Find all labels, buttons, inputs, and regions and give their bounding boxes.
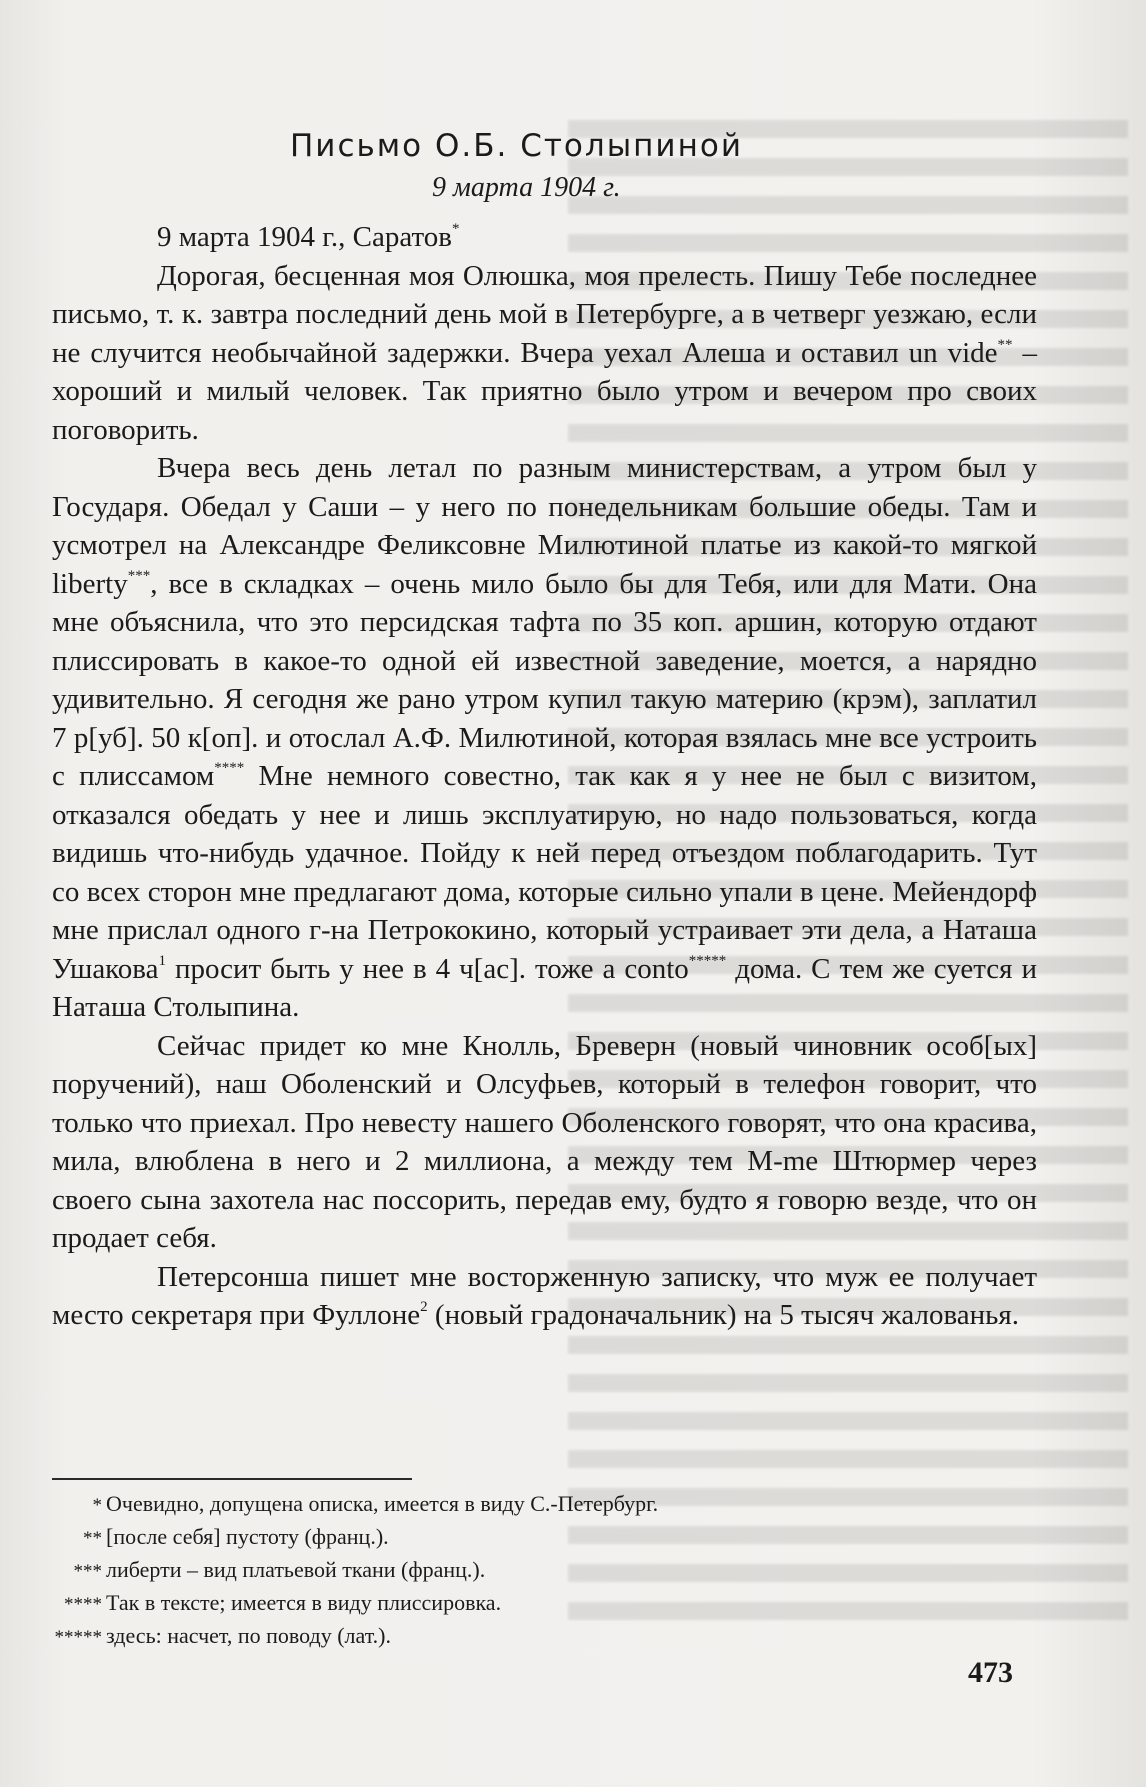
footnote-ref: *** — [127, 567, 151, 584]
footnote-mark: ** — [83, 1528, 102, 1549]
footnote-divider — [52, 1478, 412, 1480]
paragraph-text: просит быть у нее в 4 ч[ас]. тоже а conto — [165, 952, 689, 985]
footnote-item — [52, 1488, 852, 1521]
footnote-text: здесь: насчет, по поводу (лат.). — [106, 1623, 391, 1648]
footnote-ref: * — [451, 221, 460, 238]
footnote-mark: **** — [64, 1594, 102, 1615]
paragraph-text: дома. С тем же суется и Наташа Столыпина. — [52, 952, 1037, 1023]
page-number: 473 — [968, 1656, 1013, 1689]
letter-date-subtitle: 9 марта 1904 г. — [432, 172, 621, 203]
paragraph-text: Мне немного совестно, так как я у нее не был с визитом, отказался обедать у нее и лишь эксплуатирую, но надо пользоваться, когда видишь что-нибудь удачное. Пойду к ней перед отъездом поблагодарить. Тут со всех сторон мне предлагают дома, которые сильно упали в цене. Мейендорф мне прислал одного г-на Петрококино, который устраивает эти дела, а Наташа Ушакова — [52, 760, 1037, 985]
letter-heading — [52, 218, 1037, 257]
footnote-item — [52, 1587, 852, 1620]
footnote-ref: **** — [214, 760, 245, 777]
footnote-text: Так в тексте; имеется в виду плиссировка. — [106, 1590, 502, 1615]
paragraph-text: Дорогая, бесценная моя Олюшка, моя прелесть. Пишу Тебе последнее письмо, т. к. завтра последний день мой в Петербурге, а в четверг уезжаю, если не случится необычайной задержки. Вчера уехал Алеша и оставил un vide — [52, 259, 1037, 369]
heading-text: 9 марта 1904 г., Саратов — [157, 221, 452, 253]
footnote-ref: ***** — [688, 952, 727, 969]
footnote-text: [после себя] пустоту (франц.). — [106, 1524, 389, 1549]
paragraph-text: , все в складках – очень мило было бы для Тебя, или для Мати. Она мне объяснила, что это персидская тафта по 35 коп. аршин, которую отдают плиссировать в какое-то одной ей известной заведение, моется, а нарядно удивительно. Я сегодня же рано утром купил такую материю (крэм), заплатил 7 р[уб]. 50 к[оп]. и отослал А.Ф. Милютиной, которая взялась мне все устроить с плиссамом — [52, 567, 1037, 792]
footnote-item — [52, 1554, 852, 1587]
page-title: Письмо О.Б. Столыпиной — [290, 128, 743, 164]
footnote-mark: ***** — [54, 1627, 102, 1648]
footnote-ref: ** — [997, 336, 1013, 353]
paragraph-text: (новый градоначальник) на 5 тысяч жалованья. — [427, 1299, 1019, 1331]
footnote-text: Очевидно, допущена описка, имеется в виду С.-Петербург. — [106, 1491, 659, 1516]
footnote-item — [52, 1620, 852, 1653]
paragraph-1 — [52, 257, 1037, 450]
paragraph-2 — [52, 449, 1037, 1027]
footnotes — [52, 1488, 852, 1653]
footnote-mark: *** — [73, 1561, 102, 1582]
footnote-item — [52, 1521, 852, 1554]
paragraph-text: – хороший и милый человек. Так приятно было утром и вечером про своих поговорить. — [52, 336, 1037, 446]
paragraph-4 — [52, 1258, 1037, 1335]
footnote-ref: 2 — [420, 1299, 428, 1316]
paragraph-text: Вчера весь день летал по разным министерствам, а утром был у Государя. Обедал у Саши – у него по понедельникам большие обеды. Там и усмотрел на Александре Феликсовне Милютиной платье из какой-то мягкой liberty — [52, 452, 1037, 600]
footnote-mark: * — [92, 1495, 102, 1516]
letter-body — [52, 218, 1037, 1335]
paragraph-3: Сейчас придет ко мне Кнолль, Бреверн (новый чиновник особ[ых] поручений), наш Оболенский и Олсуфьев, который в телефон говорит, что только что приехал. Про невесту нашего Оболенского говорят, что она красива, мила, влюблена в него и 2 миллиона, а между тем M-me Штюрмер через своего сына захотела нас поссорить, передав ему, будто я говорю везде, что он продает себя. — [52, 1029, 1037, 1254]
footnote-text: либерти – вид платьевой ткани (франц.). — [106, 1557, 486, 1582]
paragraph-text: Петерсонша пишет мне восторженную записку, что муж ее получает место секретаря при Фуллоне — [52, 1260, 1037, 1331]
footnote-ref: 1 — [158, 952, 166, 969]
